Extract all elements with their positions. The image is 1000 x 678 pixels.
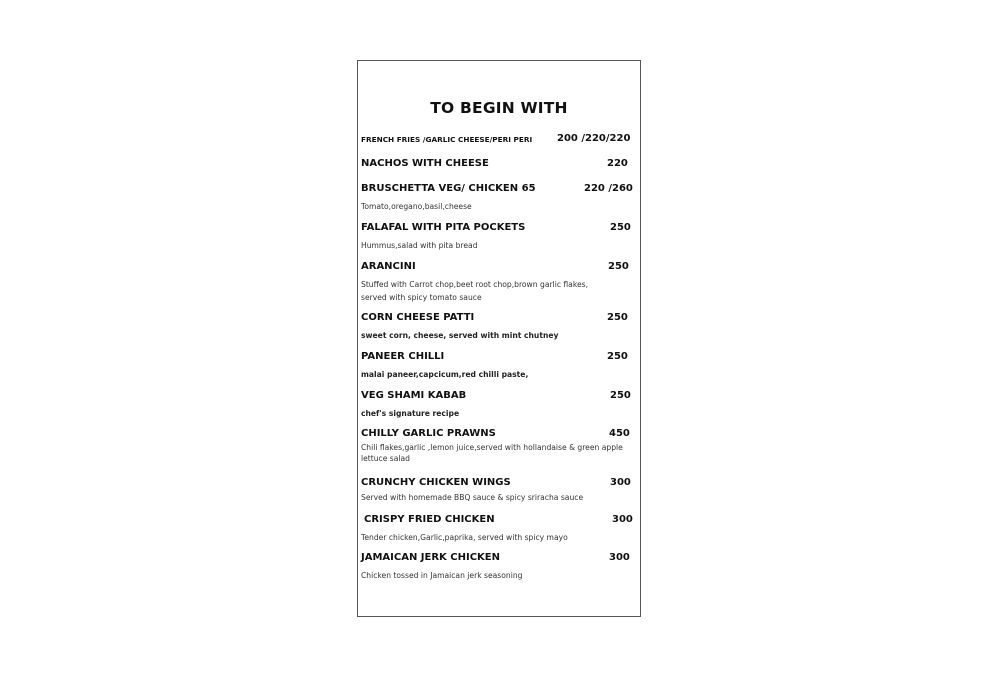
menu-item — [361, 552, 637, 582]
menu-item-description: Served with homemade BBQ sauce & spicy sriracha sauce — [361, 493, 584, 502]
menu-item-name: ARANCINI — [361, 261, 416, 272]
menu-item-price: 220 — [607, 158, 628, 169]
menu-item-price: 300 — [610, 477, 631, 488]
menu-item — [361, 514, 637, 544]
menu-item-price: 300 — [612, 514, 633, 525]
menu-item-name: JAMAICAN JERK CHICKEN — [361, 552, 500, 563]
menu-item-name: CHILLY GARLIC PRAWNS — [361, 428, 496, 439]
menu-item-price: 450 — [609, 428, 630, 439]
menu-item-price: 250 — [608, 261, 629, 272]
menu-item-price: 250 — [607, 312, 628, 323]
menu-item-description: Tomato,oregano,basil,cheese — [361, 202, 472, 211]
menu-item-description: Hummus,salad with pita bread — [361, 241, 478, 250]
menu-item-name: FRENCH FRIES /GARLIC CHEESE/PERI PERI — [361, 135, 533, 144]
menu-item-name: CRISPY FRIED CHICKEN — [364, 514, 495, 525]
menu-item-price: 300 — [609, 552, 630, 563]
menu-item-price: 250 — [607, 351, 628, 362]
menu-page — [357, 60, 641, 617]
menu-item-name: BRUSCHETTA VEG/ CHICKEN 65 — [361, 183, 536, 194]
menu-item-description: Stuffed with Carrot chop,beet root chop,brown garlic flakes, — [361, 280, 589, 289]
menu-item-description: sweet corn, cheese, served with mint chutney — [361, 331, 559, 340]
menu-item-description: Chicken tossed in Jamaican jerk seasoning — [361, 571, 523, 580]
menu-item-price: 220 /260 — [584, 183, 633, 194]
menu-item — [361, 390, 637, 420]
menu-item — [361, 158, 637, 172]
menu-item-description: served with spicy tomato sauce — [361, 293, 482, 302]
menu-item — [361, 183, 637, 213]
menu-item — [361, 133, 637, 147]
menu-item-description: lettuce salad — [361, 454, 411, 463]
menu-item-description: chef's signature recipe — [361, 409, 460, 418]
menu-item — [361, 351, 637, 381]
menu-item-name: CRUNCHY CHICKEN WINGS — [361, 477, 511, 488]
menu-item-price: 200 /220/220 — [557, 133, 631, 144]
menu-item-price: 250 — [610, 390, 631, 401]
menu-item-description: Chili flakes,garlic ,lemon juice,served with hollandaise & green apple — [361, 443, 623, 452]
menu-item-description: Tender chicken,Garlic,paprika, served with spicy mayo — [361, 533, 568, 542]
menu-item-name: PANEER CHILLI — [361, 351, 445, 362]
menu-item-price: 250 — [610, 222, 631, 233]
menu-item-name: CORN CHEESE PATTI — [361, 312, 475, 323]
menu-item — [361, 312, 637, 342]
menu-item — [361, 477, 637, 504]
menu-item — [361, 428, 637, 464]
menu-item — [361, 222, 637, 252]
menu-title: TO BEGIN WITH — [430, 99, 568, 117]
menu-item — [361, 261, 637, 304]
menu-item-name: FALAFAL WITH PITA POCKETS — [361, 222, 526, 233]
menu-item-description: malai paneer,capcicum,red chilli paste, — [361, 370, 529, 379]
menu-item-name: VEG SHAMI KABAB — [361, 390, 467, 401]
menu-item-name: NACHOS WITH CHEESE — [361, 158, 489, 169]
